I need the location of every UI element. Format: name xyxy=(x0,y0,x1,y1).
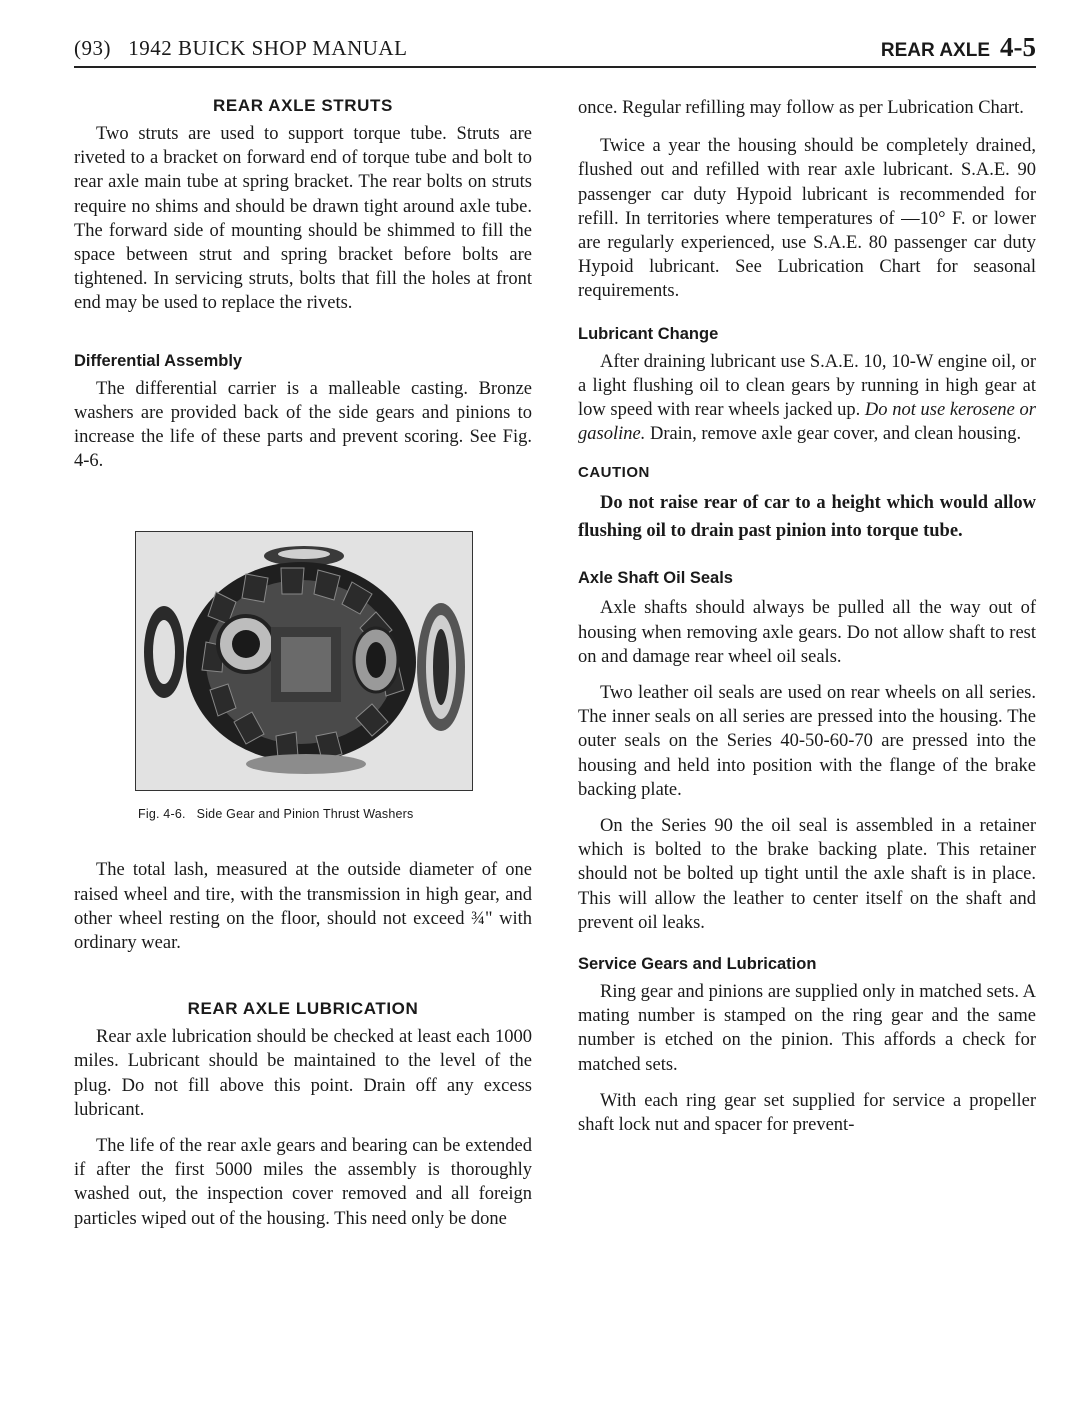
caution-heading: CAUTION xyxy=(578,464,650,482)
lubricant-change-text-2: Drain, remove axle gear cover, and clean housing. xyxy=(645,424,1022,445)
figure-caption: Fig. 4-6. Side Gear and Pinion Thrust Washers xyxy=(138,807,414,822)
header-section xyxy=(881,32,1036,63)
paragraph-ring-gear-set: With each ring gear set supplied for service a propeller shaft lock nut and spacer for prevent- xyxy=(578,1090,1036,1136)
header-title: (93) 1942 BUICK SHOP MANUAL xyxy=(74,36,408,60)
lubricant-change-warning: Do not use kerosene or gasoline. xyxy=(578,400,1036,445)
paragraph-twice-a-year: Twice a year the housing should be completely drained, flushed out and refilled with rear axle lubricant. S.A.E. 90 passenger car duty Hypoid lubricant is recommended for refill. In territories where temperatures of —10° F. or lower are regularly experienced, use S.A.E. 80 passenger car duty Hypoid lubricant. See Lubrication Chart for seasonal requirements. xyxy=(578,136,1036,302)
paragraph-leather-seals: Two leather oil seals are used on rear wheels on all series. The inner seals on all series are pressed into the housing. The outer seals on the Series 40-50-60-70 are pressed into the housing and held into position with the flange of the brake backing plate. xyxy=(578,683,1036,800)
paragraph-differential-assembly: The differential carrier is a malleable casting. Bronze washers are provided back of the side gears and pinions to increase the life of these parts and prevent scoring. See Fig. 4-6. xyxy=(74,378,532,472)
heading-lubricant-change: Lubricant Change xyxy=(578,324,719,343)
paragraph-continued: once. Regular refilling may follow as per Lubrication Chart. xyxy=(578,98,1024,118)
left-column xyxy=(74,88,532,1231)
heading-service-gears: Service Gears and Lubrication xyxy=(578,955,817,974)
header-section-label: REAR AXLE xyxy=(880,40,990,61)
heading-rear-axle-lubrication: REAR AXLE LUBRICATION xyxy=(187,999,419,1019)
figure-4-6-image xyxy=(135,531,473,791)
right-column xyxy=(578,88,1036,1137)
page-number: 4-5 xyxy=(1000,32,1036,62)
paragraph-series-90: On the Series 90 the oil seal is assembled in a retainer which is bolted to the brake backing plate. This retainer should not be bolted up tight until the axle shaft is in place. This will allow the leather to center itself on the shaft and prevent oil leaks. xyxy=(578,816,1036,933)
paragraph-gear-life: The life of the rear axle gears and bearing can be extended if after the first 5000 miles the assembly is thoroughly washed out, the inspection cover removed and all foreign particles wiped out of the housing. This need only be done xyxy=(74,1136,532,1229)
heading-axle-shaft-oil-seals: Axle Shaft Oil Seals xyxy=(578,569,733,588)
lubricant-change-text-1: After draining lubricant use S.A.E. 10, 10-W engine oil, or a light flushing oil to clean gears by running in high gear at low speed with rear wheels jacked up. xyxy=(578,351,1036,421)
paragraph-lubricant-change xyxy=(578,350,1036,447)
paragraph-rear-axle-struts: Two struts are used to support torque tube. Struts are riveted to a bracket on forward end of torque tube and bolt to rear axle main tube at spring bracket. The rear bolts on struts require no shims and should be drawn tight around axle tube. The forward side of mounting should be shimmed to fill the space between strut and spring bracket before bolts are tightened. In servicing struts, bolts that fill the holes at front end may be used to replace the rivets. xyxy=(74,124,532,314)
paragraph-total-lash: The total lash, measured at the outside diameter of one raised wheel and tire, with the transmission in high gear, and other wheel resting on the floor, should not exceed ¾" with ordinary wear. xyxy=(74,860,532,954)
paragraph-lubrication-check: Rear axle lubrication should be checked at least each 1000 miles. Lubricant should be maintained to the level of the plug. Do not fill above this point. Drain off any excess lubricant. xyxy=(74,1027,532,1120)
thrust-washers-illustration xyxy=(136,532,472,790)
paragraph-axle-shafts: Axle shafts should always be pulled all the way out of housing when removing axle gears. Do not allow shaft to rest on and damage rear wheel oil seals. xyxy=(578,598,1036,667)
heading-differential-assembly: Differential Assembly xyxy=(74,351,243,370)
header-rule xyxy=(74,66,1036,68)
caution-text: Do not raise rear of car to a height which would allow flushing oil to drain past pinion into torque tube. xyxy=(578,493,1036,542)
heading-rear-axle-struts: REAR AXLE STRUTS xyxy=(213,96,393,115)
paragraph-ring-gear: Ring gear and pinions are supplied only in matched sets. A mating number is stamped on the ring gear and the same number is etched on the pinion. This affords a check for matched sets. xyxy=(578,982,1036,1075)
